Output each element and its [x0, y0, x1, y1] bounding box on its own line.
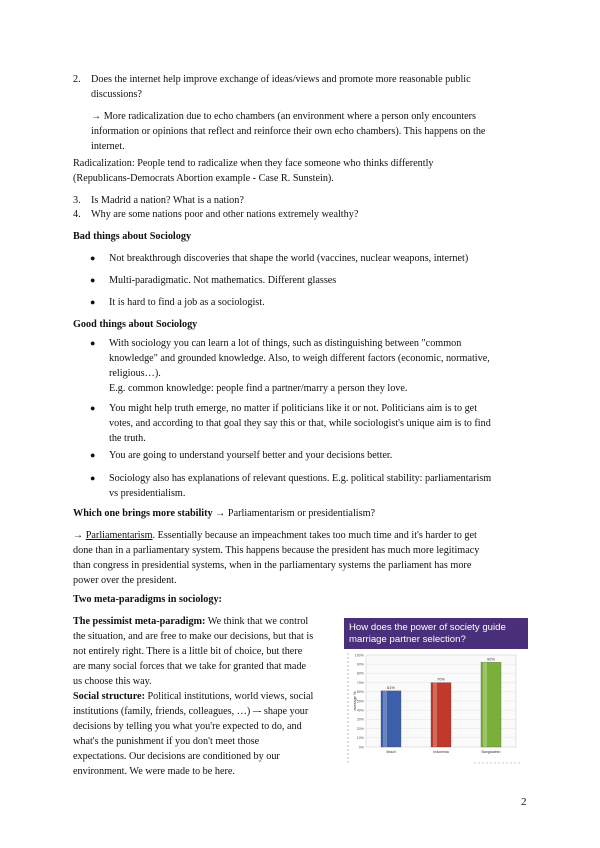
y-tick-label: 40%	[356, 708, 364, 713]
bullet-icon: ●	[90, 403, 96, 413]
chart-figure	[344, 618, 528, 770]
social-line-6: environment. We were made to be here.	[73, 766, 235, 777]
good-item-2-line-3: the truth.	[109, 433, 146, 444]
bar-highlight	[483, 662, 487, 747]
question-2-line-1: Does the internet help improve exchange of ideas/views and promote more reasonable public	[91, 74, 471, 85]
bullet-icon: ●	[90, 450, 96, 460]
page-number: 2	[521, 796, 527, 808]
bar-highlight	[383, 691, 387, 747]
pessimist-term: The pessimist meta-paradigm:	[73, 616, 206, 627]
good-item-1-line-1: With sociology you can learn a lot of things, such as distinguishing between "common	[109, 338, 462, 349]
bad-item: Not breakthrough discoveries that shape the world (vaccines, nuclear weapons, internet)	[109, 253, 469, 264]
good-item-4-line-2: vs presidentialism.	[109, 488, 186, 499]
parliament-line-3: than congress in presidential systems, when in the parliamentary systems the parliament has more	[73, 560, 472, 571]
category-label: Bangladesh	[481, 750, 501, 754]
bullet-icon: ●	[90, 338, 96, 348]
good-item-2-line-2: votes, and according to that goal they say this or that, while sociologist's unique aim is to find	[109, 418, 491, 429]
bullet-icon: ●	[90, 275, 96, 285]
bullet-icon: ●	[90, 297, 96, 307]
y-tick-label: 60%	[356, 690, 364, 695]
good-item-1-line-3: religious…).	[109, 368, 161, 379]
bar-chart	[344, 651, 528, 770]
answer-2-line-3: internet.	[91, 141, 125, 152]
good-item-2	[109, 401, 527, 446]
y-tick-label: 50%	[356, 699, 364, 704]
question-number: 3.	[73, 195, 81, 206]
good-item-1-line-4: E.g. common knowledge: people find a partner/marry a person they love.	[109, 383, 408, 394]
question-2-line-2: discussions?	[91, 89, 142, 100]
parliament-line-1: . Essentially because an impeachment takes too much time and it's harder to get	[152, 530, 477, 541]
bullet-icon: ●	[90, 253, 96, 263]
good-heading: Good things about Sociology	[73, 319, 198, 330]
bad-heading: Bad things about Sociology	[73, 231, 192, 242]
answer-2	[91, 109, 528, 154]
pessimist-line-2: the situation, and are free to make our decisions, but that is	[73, 631, 314, 642]
question-3: Is Madrid a nation? What is a nation?	[91, 195, 244, 206]
parliament-paragraph	[73, 528, 528, 588]
bad-item: Multi-paradigmatic. Not mathematics. Different glasses	[109, 275, 337, 286]
chart-body	[344, 651, 528, 770]
y-tick-label: 80%	[356, 671, 364, 676]
question-number: 4.	[73, 209, 81, 220]
y-tick-label: 10%	[356, 736, 364, 741]
pessimist-line-1: We think that we control	[205, 616, 309, 627]
y-tick-label: 0%	[358, 745, 364, 750]
good-item-2-line-1: You might help truth emerge, no matter if politicians like it or not. Politicians aim is to get	[109, 403, 478, 414]
good-item-1-line-2: knowledge" and grounded knowledge. Also, to weigh different factors (economic, normative,	[109, 353, 490, 364]
stability-bold: Which one brings more stability	[73, 508, 213, 519]
radicalization-paragraph	[73, 156, 528, 186]
bar-value-label: 61%	[386, 684, 396, 690]
parliamentarism-term: Parliamentarism	[85, 530, 153, 541]
social-structure-term: Social structure:	[73, 691, 145, 702]
category-label: Brazil	[386, 750, 396, 754]
stability-rest: → Parliamentarism or presidentialism?	[212, 508, 376, 519]
question-number: 2.	[73, 74, 81, 85]
bullet-icon: ●	[90, 473, 96, 483]
y-tick-label: 90%	[356, 662, 364, 667]
parliament-line-2: done than in a parliamentary system. This happens because the president has much more legitimacy	[73, 545, 480, 556]
y-tick-label: 30%	[356, 717, 364, 722]
good-item-3: You are going to understand yourself better and your decisions better.	[109, 450, 393, 461]
y-tick-label: 70%	[356, 680, 364, 685]
bar-highlight	[433, 683, 437, 747]
social-line-2: institutions (family, friends, colleagues, …) –- shape your	[73, 706, 309, 717]
pessimist-line-5: us choose this way.	[73, 676, 152, 687]
radicalization-line-1: Radicalization: People tend to radicalize when they face someone who thinks differently	[73, 158, 434, 169]
good-item-1	[109, 336, 527, 396]
bad-item: It is hard to find a job as a sociologist.	[109, 297, 265, 308]
answer-2-line-2: information or opinions that reflect and reinforce their own echo chambers). This happens on the	[91, 126, 486, 137]
bar-value-label: 70%	[436, 676, 446, 682]
chart-title: How does the power of society guide marriage partner selection?	[344, 618, 528, 649]
radicalization-line-2: (Republicans-Democrats Abortion example - Case R. Sunstein).	[73, 173, 334, 184]
answer-2-line-1: → More radicalization due to echo chambers (an environment where a person only encounters	[91, 111, 477, 122]
question-2	[91, 72, 528, 102]
social-line-3: decisions by telling you what you're expected to do, and	[73, 721, 302, 732]
meta-heading: Two meta-paradigms in sociology:	[73, 594, 222, 605]
bar-value-label: 92%	[486, 656, 496, 662]
social-line-1: Political institutions, world views, social	[144, 691, 314, 702]
social-line-4: what's the punishment if you don't meet those	[73, 736, 260, 747]
good-item-4	[109, 471, 527, 501]
pessimist-paragraph	[73, 614, 337, 689]
category-label: Indonesia	[433, 750, 449, 754]
question-4: Why are some nations poor and other nations extremely wealthy?	[91, 209, 359, 220]
social-line-5: expectations. Our decisions are conditioned by our	[73, 751, 280, 762]
parliament-line-4: power over the president.	[73, 575, 177, 586]
pessimist-line-4: are many social forces that we take for granted that made	[73, 661, 307, 672]
y-tick-label: 20%	[356, 726, 364, 731]
good-item-4-line-1: Sociology also has explanations of relevant questions. E.g. political stability: parliamentarism	[109, 473, 492, 484]
pessimist-line-3: not entirely right. There is a little bit of choice, but there	[73, 646, 303, 657]
y-axis-label: average %	[352, 691, 357, 711]
stability-question	[73, 506, 528, 521]
arrow-icon: →	[73, 530, 86, 541]
y-tick-label: 100%	[354, 653, 364, 658]
social-structure-paragraph	[73, 689, 337, 779]
